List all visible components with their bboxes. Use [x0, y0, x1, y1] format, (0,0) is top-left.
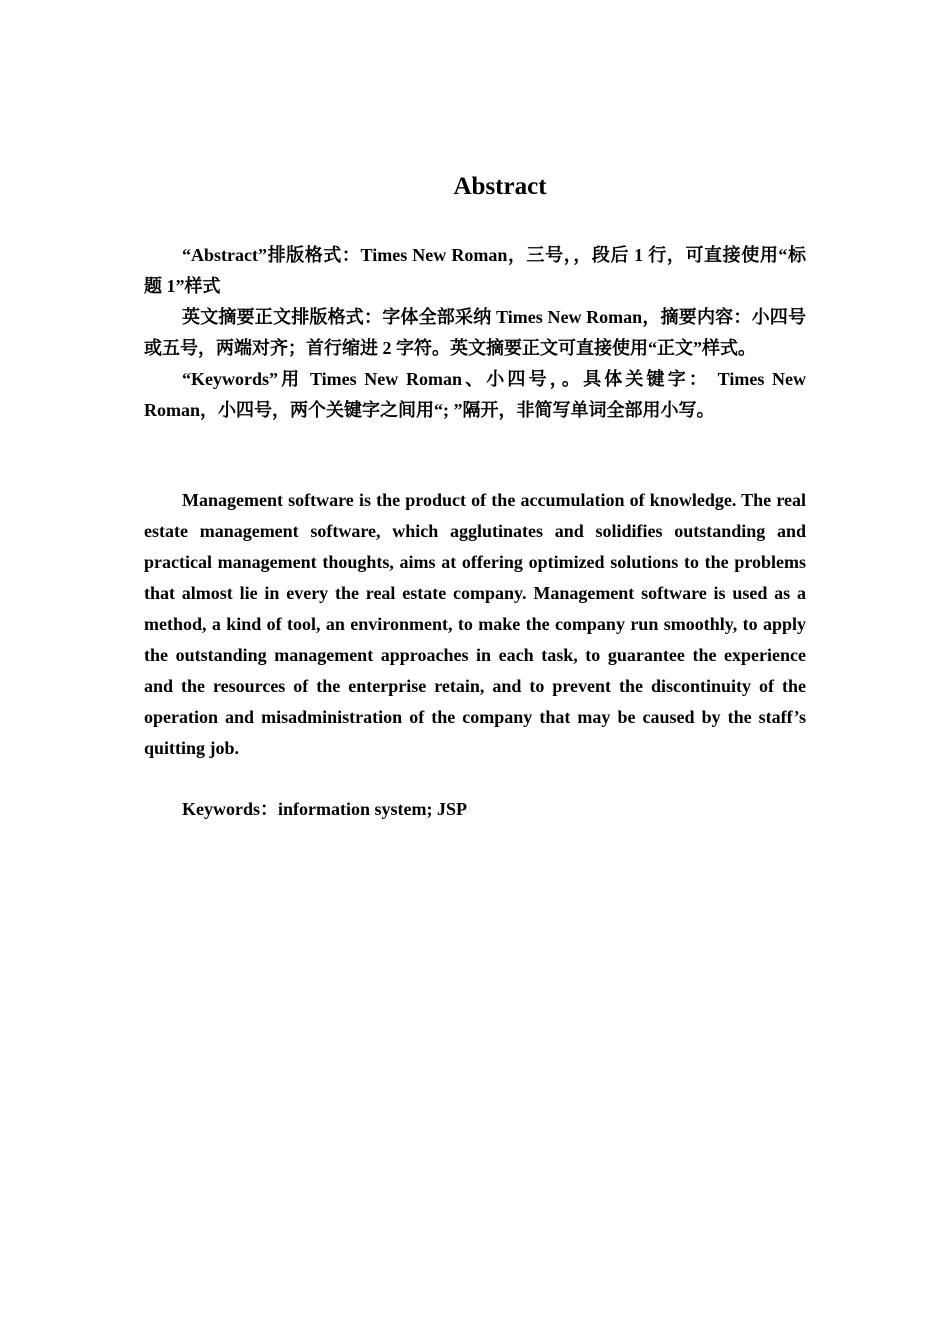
abstract-title: Abstract — [453, 173, 547, 200]
format-instructions — [144, 240, 806, 426]
keywords-format-instruction: “Keywords”用 Times New Roman、小四号，。具体关键字： Times New Roman，小四号，两个关键字之间用“; ”隔开，非简写单词全部用小写。 — [144, 369, 806, 420]
abstract-paragraph: Management software is the product of the accumulation of knowledge. The real estate management software, which agglutinates and solidifies outstanding and practical management thoughts, aims at offering optimized solutions to the problems that almost lie in every the real estate company. Management software is used as a method, a kind of tool, an environment, to make the company run smoothly, to apply the outstanding management approaches in each task, to guarantee the experience and the resources of the enterprise retain, and to prevent the discontinuity of the operation and misadministration of the company that may be caused by the staff’s quitting job. — [144, 490, 806, 758]
body-format-instruction: 英文摘要正文排版格式：字体全部采纳 Times New Roman，摘要内容：小四号或五号，两端对齐；首行缩进 2 字符。英文摘要正文可直接使用“正文”样式。 — [144, 307, 806, 358]
abstract-body — [144, 485, 806, 764]
keywords-label: Keywords： — [182, 799, 278, 819]
keywords-value: information system; JSP — [278, 799, 467, 819]
keywords-line — [182, 794, 467, 825]
title-format-instruction: “Abstract”排版格式：Times New Roman，三号，，段后 1 行，可直接使用“标题 1”样式 — [144, 245, 806, 296]
